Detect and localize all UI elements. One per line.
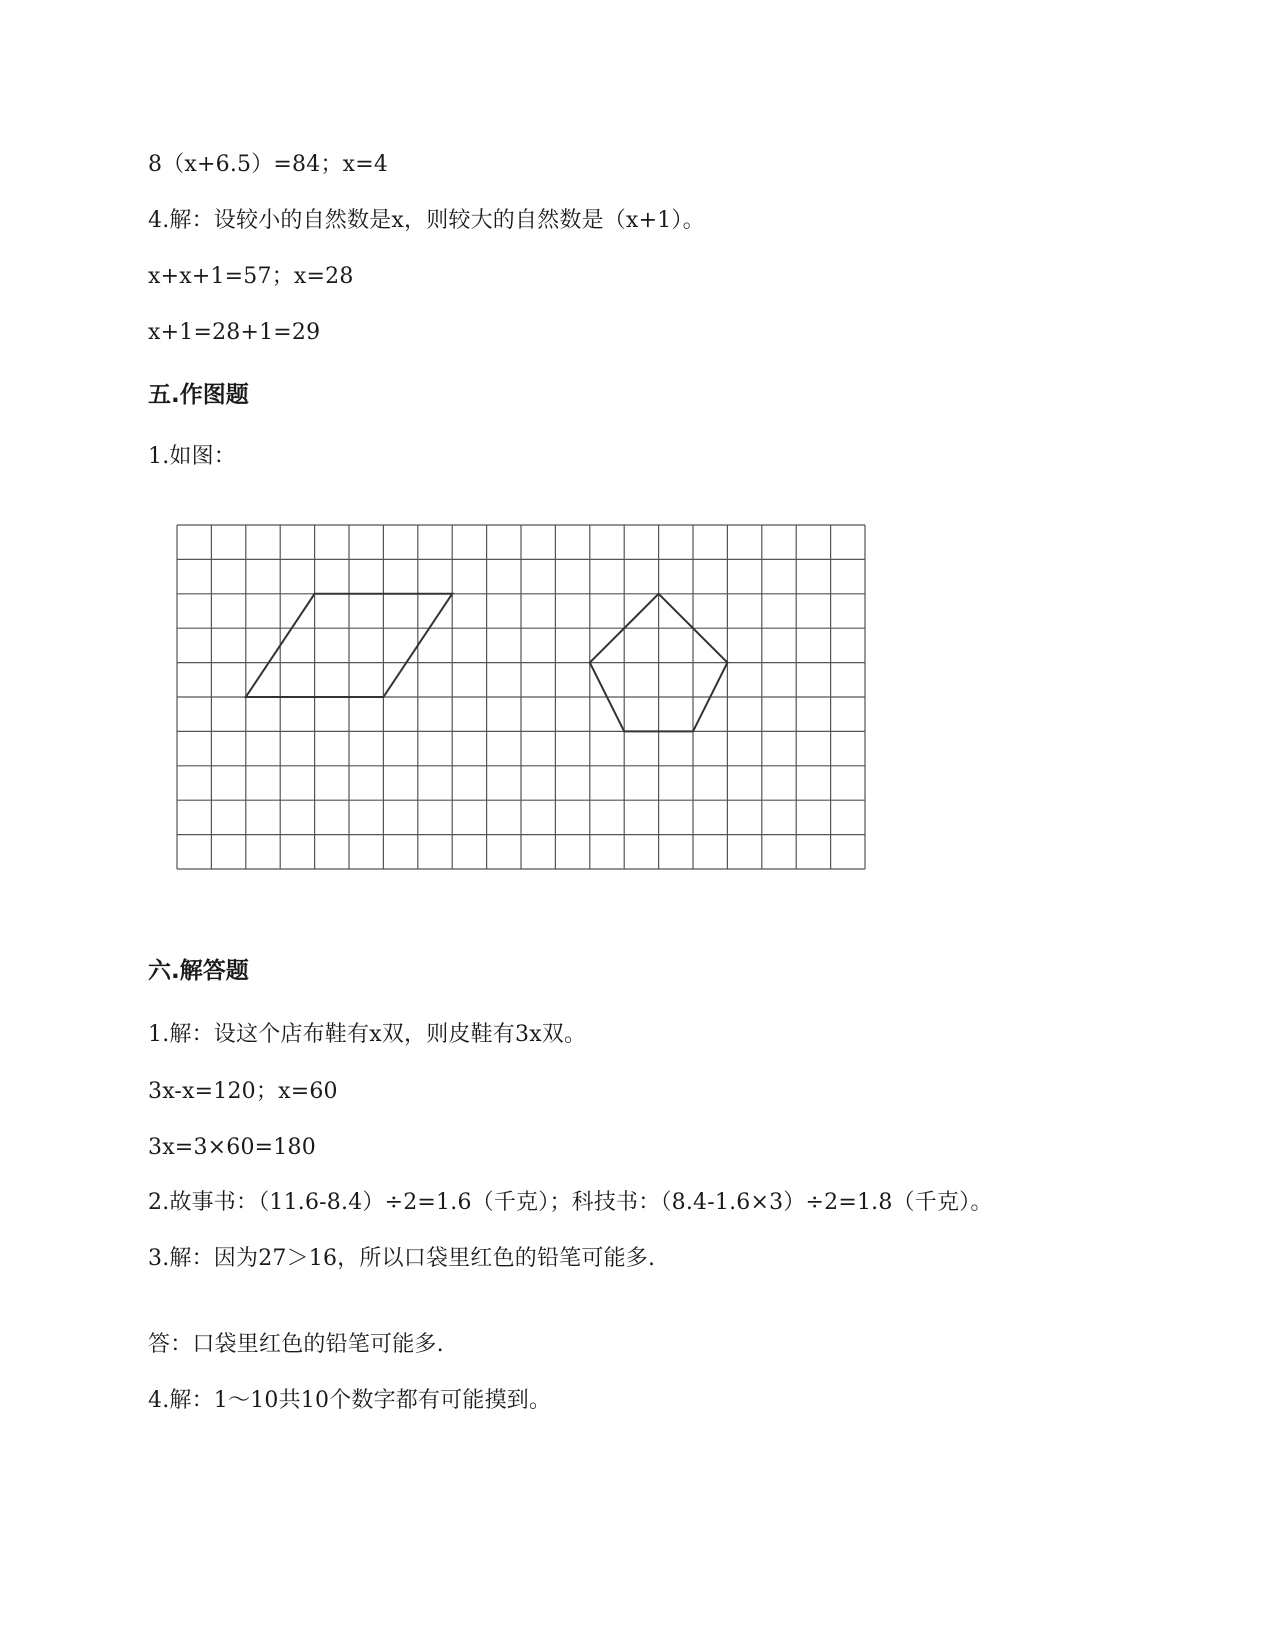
section-5-heading: 五.作图题 [148, 382, 249, 408]
answer-4: 4.解：1～10共10个数字都有可能摸到。 [148, 1388, 552, 1413]
grid-figure [176, 524, 866, 870]
solution-4-setup: 4.解：设较小的自然数是x，则较大的自然数是（x+1）。 [148, 208, 705, 233]
answer-1-result: 3x=3×60=180 [148, 1135, 316, 1160]
answer-1-setup: 1.解：设这个店布鞋有x双，则皮鞋有3x双。 [148, 1022, 587, 1047]
answer-1-equation: 3x-x=120；x=60 [148, 1079, 338, 1104]
section-5-question-1: 1.如图： [148, 444, 236, 469]
solution-4-equation: x+x+1=57；x=28 [148, 264, 354, 289]
answer-3: 3.解：因为27＞16，所以口袋里红色的铅笔可能多. [148, 1246, 656, 1271]
solution-4-result: x+1=28+1=29 [148, 320, 321, 345]
equation-line-1: 8（x+6.5）=84；x=4 [148, 152, 389, 177]
answer-2: 2.故事书：（11.6-8.4）÷2=1.6（千克）；科技书：（8.4-1.6×3）÷2=1.8（千克）。 [148, 1190, 993, 1215]
section-6-heading: 六.解答题 [148, 958, 249, 984]
answer-3-conclusion: 答：口袋里红色的铅笔可能多. [148, 1332, 444, 1357]
